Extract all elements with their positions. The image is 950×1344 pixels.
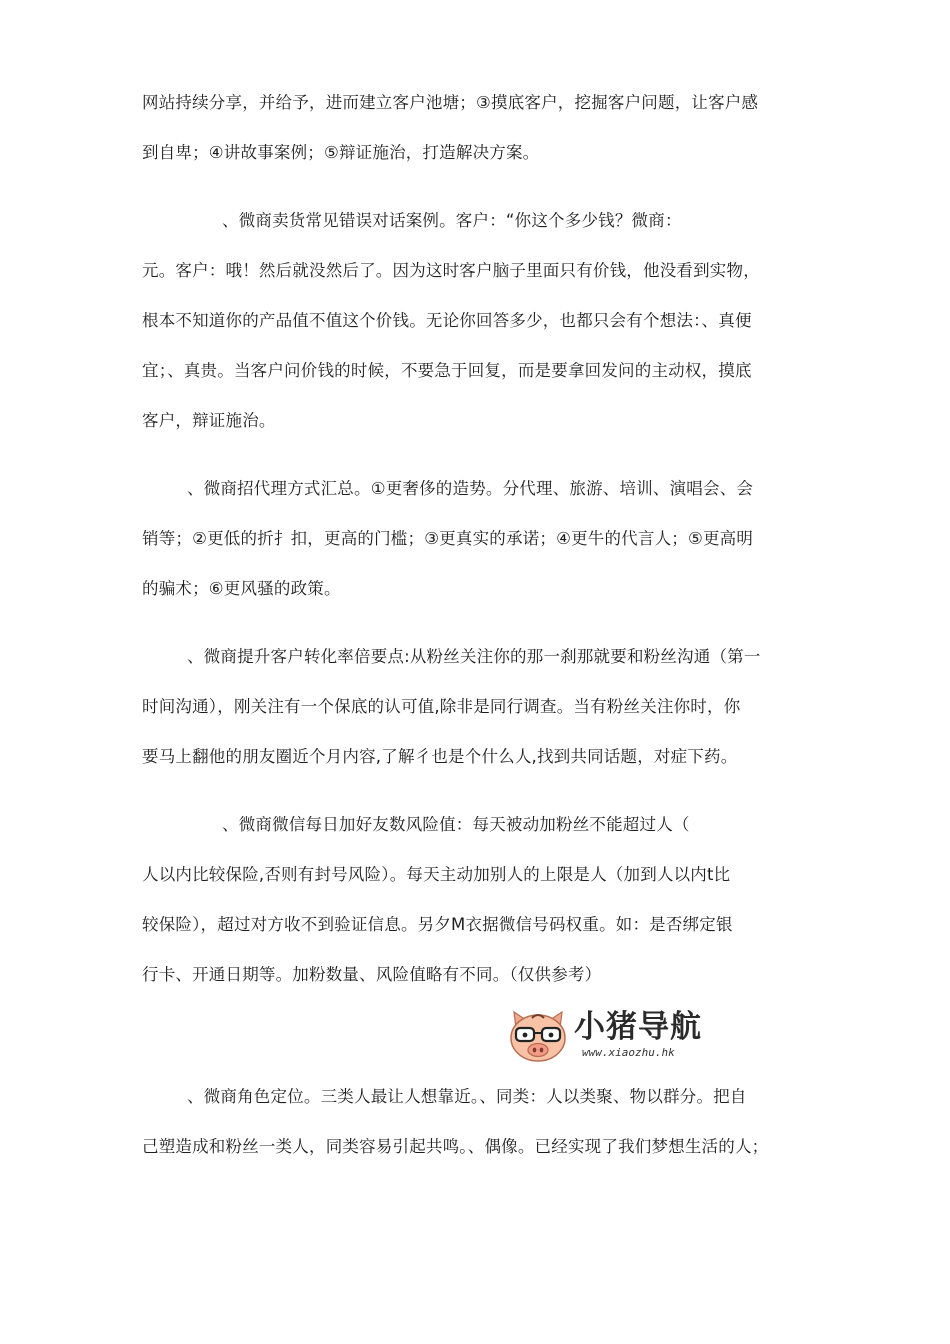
paragraph-line: 、微商卖货常见错误对话案例。客户：“你这个多少钱？微商： (222, 211, 682, 230)
paragraph-line: 客户，辩证施治。 (142, 411, 276, 430)
xiaozhu-logo (506, 1006, 702, 1064)
paragraph-line: 人以内比较保险,否则有封号风险）。每天主动加别人的上限是人（加到人以内t比 (142, 865, 731, 884)
paragraph-line: 、微商微信每日加好友数风险值：每天被动加粉丝不能超过人（ (222, 815, 690, 834)
paragraph-line: 网站持续分享，并给予，进而建立客户池塘；③摸底客户，挖掘客户问题，让客户感 (142, 93, 759, 112)
pig-face-icon (506, 1006, 570, 1064)
paragraph-line: 、微商提升客户转化率倍要点:从粉丝关注你的那一刹那就要和粉丝沟通（第一 (187, 647, 761, 666)
paragraph-line: 、微商招代理方式汇总。①更奢侈的造势。分代理、旅游、培训、演唱会、会 (187, 479, 754, 498)
paragraph-line: 较保险），超过对方收不到验证信息。另夕M衣据微信号码权重。如：是否绑定银 (142, 915, 733, 934)
paragraph-line: 到自卑；④讲故事案例；⑤辩证施治，打造解决方案。 (142, 143, 540, 162)
paragraph-line: 的骗术；⑥更风骚的政策。 (142, 579, 341, 598)
paragraph-line: 时间沟通），刚关注有一个保底的认可值,除非是同行调查。当有粉丝关注你时，你 (142, 697, 741, 716)
logo-title: 小猪导航 (574, 1009, 702, 1045)
paragraph-line: 元。客户：哦！然后就没然后了。因为这时客户脑子里面只有价钱，他没看到实物， (142, 261, 760, 280)
paragraph-line: 根本不知道你的产品值不值这个价钱。无论你回答多少，也都只会有个想法：、真便 (142, 311, 752, 330)
logo-url: www.xiaozhu.hk (582, 1046, 675, 1059)
paragraph-line: 、微商角色定位。三类人最让人想靠近。、同类：人以类聚、物以群分。把自 (187, 1087, 747, 1106)
paragraph-line: 行卡、开通日期等。加粉数量、风险值略有不同。（仅供参考） (142, 965, 602, 984)
paragraph-line: 销等；②更低的折扌扣，更高的门槛；③更真实的承诺；④更牛的代言人；⑤更高明 (142, 529, 754, 548)
paragraph-line: 己塑造成和粉丝一类人，同类容易引起共鸣。、偶像。已经实现了我们梦想生活的人； (142, 1137, 769, 1156)
paragraph-line: 宜；、真贵。当客户问价钱的时候，不要急于回复，而是要拿回发问的主动权，摸底 (142, 361, 752, 380)
paragraph-line: 要马上翻他的朋友圈近个月内容,了解彳也是个什么人,找到共同话题，对症下药。 (142, 747, 738, 766)
